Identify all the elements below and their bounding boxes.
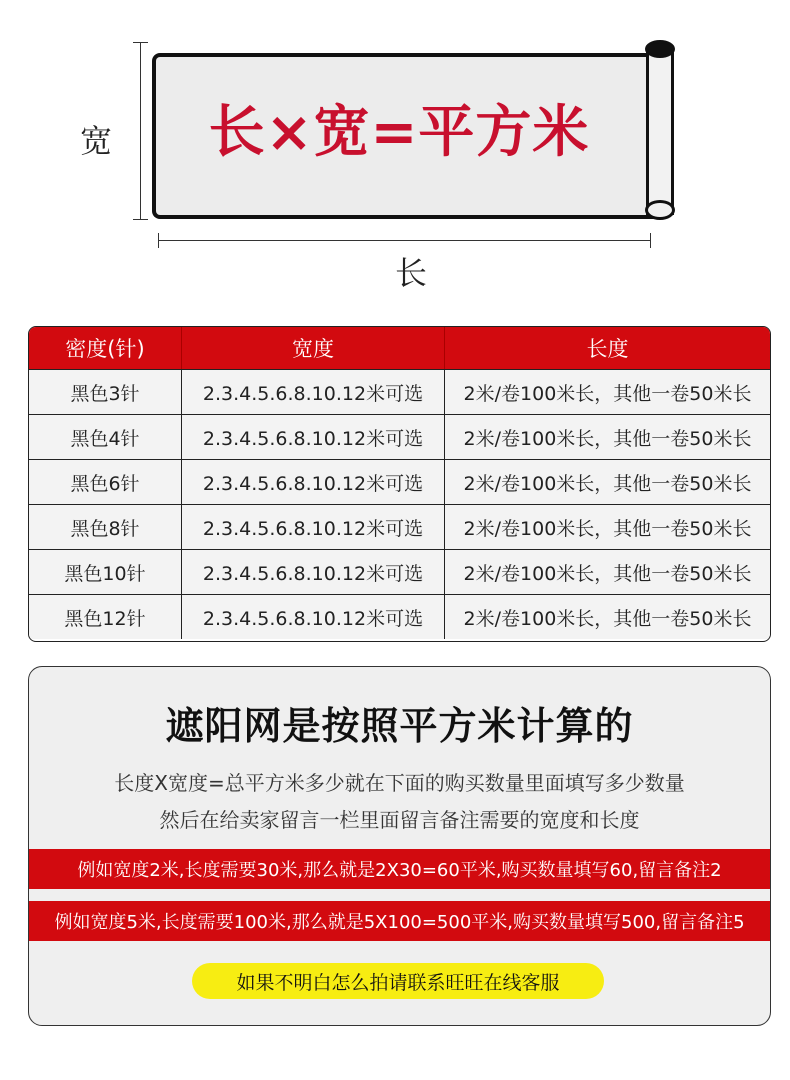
header-width: 宽度: [181, 327, 444, 369]
table-row: [29, 504, 770, 549]
length-dimension-cap-right: [650, 233, 651, 248]
cell-length: 2米/卷100米长，其他一卷50米长: [444, 415, 770, 459]
area-diagram: [0, 0, 790, 300]
header-density: 密度(针): [65, 337, 145, 361]
cell-length: 2米/卷100米长，其他一卷50米长: [444, 595, 770, 639]
table-row: [29, 594, 770, 639]
info-line-2: 然后在给卖家留言一栏里面留言备注需要的宽度和长度: [159, 808, 640, 832]
info-title: 遮阳网是按照平方米计算的: [165, 704, 634, 748]
length-dimension-line: [158, 240, 650, 241]
cell-width: 2.3.4.5.6.8.10.12米可选: [181, 460, 444, 504]
net-roll-top: [645, 40, 675, 58]
width-dimension-line: [140, 42, 141, 220]
length-label: 长: [395, 254, 428, 292]
area-formula: 长×宽=平方米: [208, 100, 590, 165]
cell-density: 黑色12针: [64, 607, 146, 630]
net-roll-bottom: [645, 200, 675, 220]
cell-width: 2.3.4.5.6.8.10.12米可选: [181, 550, 444, 594]
cell-density: 黑色8针: [70, 517, 140, 540]
cell-density: 黑色3针: [70, 382, 140, 405]
table-row: [29, 369, 770, 414]
width-label: 宽: [80, 122, 113, 160]
cell-density: 黑色4针: [70, 427, 140, 450]
cell-length: 2米/卷100米长，其他一卷50米长: [444, 505, 770, 549]
example-band-2: 例如宽度5米,长度需要100米,那么就是5X100=500平米,购买数量填写500,留言备注5: [29, 901, 770, 941]
header-length: 长度: [444, 327, 770, 369]
info-line-1: 长度X宽度=总平方米多少就在下面的购买数量里面填写多少数量: [114, 771, 685, 795]
cell-width: 2.3.4.5.6.8.10.12米可选: [181, 505, 444, 549]
contact-support-note: 如果不明白怎么拍请联系旺旺在线客服: [192, 963, 604, 999]
cell-length: 2米/卷100米长，其他一卷50米长: [444, 550, 770, 594]
spec-table: [28, 326, 771, 642]
table-row: [29, 414, 770, 459]
cell-length: 2米/卷100米长，其他一卷50米长: [444, 460, 770, 504]
width-dimension-cap-bottom: [133, 219, 148, 220]
cell-length: 2米/卷100米长，其他一卷50米长: [444, 370, 770, 414]
pricing-info-box: [28, 666, 771, 1026]
table-row: [29, 549, 770, 594]
cell-width: 2.3.4.5.6.8.10.12米可选: [181, 370, 444, 414]
net-roll-illustration: [646, 47, 674, 215]
example-band-1: 例如宽度2米,长度需要30米,那么就是2X30=60平米,购买数量填写60,留言备注2: [29, 849, 770, 889]
cell-width: 2.3.4.5.6.8.10.12米可选: [181, 415, 444, 459]
cell-density: 黑色6针: [70, 472, 140, 495]
cell-density: 黑色10针: [64, 562, 146, 585]
length-dimension-cap-left: [158, 233, 159, 248]
table-header-row: [29, 327, 770, 369]
cell-width: 2.3.4.5.6.8.10.12米可选: [181, 595, 444, 639]
table-row: [29, 459, 770, 504]
width-dimension-cap-top: [133, 42, 148, 43]
